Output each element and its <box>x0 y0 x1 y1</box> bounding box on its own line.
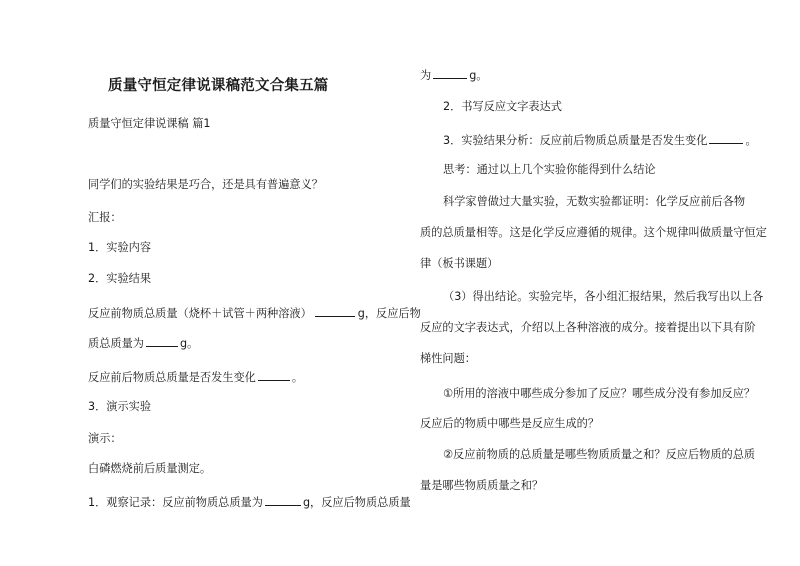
answer-blank <box>146 335 178 347</box>
observation-cont-unit: g。 <box>469 69 488 82</box>
observation-cont-line <box>420 67 488 83</box>
document-title: 质量守恒定律说课稿范文合集五篇 <box>108 77 329 94</box>
list-item-demo-experiment: 3．演示实验 <box>88 400 152 413</box>
report-label: 汇报： <box>88 211 122 224</box>
demo-description: 白磷燃烧前后质量测定。 <box>88 462 212 475</box>
paragraph-line: （3）得出结论。实验完毕，各小组汇报结果，然后我写出以上各 <box>443 290 764 303</box>
answer-blank <box>433 67 467 79</box>
mass-before-unit: g，反应后物 <box>357 307 421 320</box>
result-analysis-end: 。 <box>745 134 757 147</box>
answer-blank <box>315 305 355 317</box>
observation-cont: g，反应后物质总质量 <box>302 496 411 509</box>
answer-blank <box>265 494 301 506</box>
list-item-write-expression: 2．书写反应文字表达式 <box>443 100 562 113</box>
question-one-line: 反应后的物质中哪些是反应生成的？ <box>420 417 600 430</box>
observation-line <box>88 494 411 510</box>
mass-change-question <box>88 369 303 385</box>
paragraph-line: 梯性问题： <box>420 352 476 365</box>
question-one-line: ①所用的溶液中哪些成分参加了反应？哪些成分没有参加反应？ <box>443 387 756 400</box>
question-two-line: ②反应前物质的总质量是哪些物质质量之和？反应后物质的总质 <box>443 448 756 461</box>
mass-after-unit: g。 <box>179 337 199 350</box>
mass-before-line <box>88 305 421 321</box>
mass-change-text: 反应前后物质总质量是否发生变化 <box>88 371 256 384</box>
list-item-result-analysis <box>443 132 757 148</box>
mass-after-text: 质总质量为 <box>88 337 144 350</box>
intro-question: 同学们的实验结果是巧合，还是具有普遍意义？ <box>88 178 323 191</box>
result-analysis-text: 3．实验结果分析：反应前后物质总质量是否发生变化 <box>443 134 708 147</box>
paragraph-line: 律（板书课题） <box>420 257 499 270</box>
demo-label: 演示： <box>88 432 122 445</box>
observation-text: 1．观察记录：反应前物质总质量为 <box>88 496 263 509</box>
section-heading: 质量守恒定律说课稿 篇1 <box>88 117 211 130</box>
paragraph-line: 质的总质量相等。这是化学反应遵循的规律。这个规律叫做质量守恒定 <box>420 226 767 239</box>
mass-change-end: 。 <box>291 371 304 384</box>
question-two-line: 量是哪些物质质量之和？ <box>420 479 544 492</box>
think-question: 思考：通过以上几个实验你能得到什么结论 <box>443 163 656 176</box>
answer-blank <box>258 369 290 381</box>
paragraph-line: 科学家曾做过大量实验，无数实验都证明：化学反应前后各物 <box>443 195 746 208</box>
list-item-experiment-content: 1．实验内容 <box>88 241 152 254</box>
list-item-experiment-result: 2．实验结果 <box>88 272 152 285</box>
answer-blank <box>709 132 743 144</box>
mass-before-text: 反应前物质总质量（烧杯＋试管＋两种溶液） <box>88 307 312 320</box>
mass-after-line <box>88 335 198 351</box>
paragraph-line: 反应的文字表达式，介绍以上各种溶液的成分。接着提出以下具有阶 <box>420 321 756 334</box>
observation-cont-text: 为 <box>420 69 432 82</box>
